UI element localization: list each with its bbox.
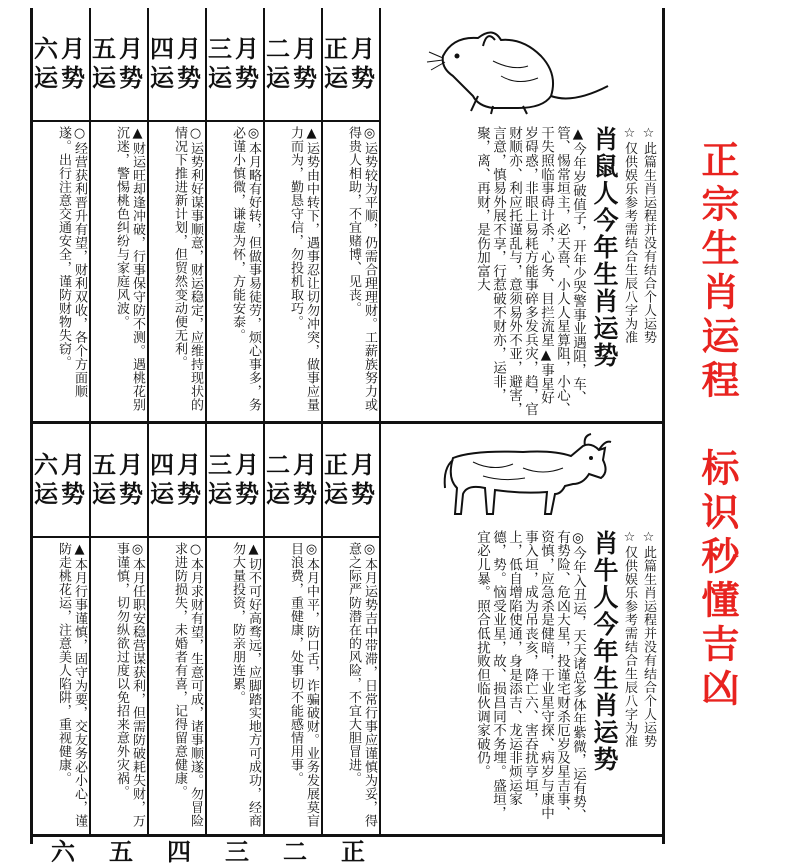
month-column-4 — [149, 424, 207, 834]
month-fortune-text: ◎本月运势吉中带滞，日常行事应谨慎为妥，得意之际严防潜在的风险，不宜大胆冒进。 — [346, 542, 377, 828]
month-column-4 — [149, 8, 207, 421]
month-fortune-text: ◎本月略有好转，但做事易徒劳，烦心事多，务必谨小慎微，谦虚为怀，方能安泰。 — [230, 126, 261, 412]
month-column-3 — [207, 8, 265, 421]
ox-title-block — [426, 530, 656, 828]
month-fortune-text: ○运势利好谋事顺意，财运稳定，应维持现状的情况下推进新计划，但贸然变动便无利。 — [172, 126, 203, 412]
month-column-2 — [265, 8, 323, 421]
next-row-heads — [33, 834, 381, 866]
month-column-5 — [91, 8, 149, 421]
cut-heading: 二 — [283, 837, 310, 866]
rat-icon — [423, 16, 613, 116]
month-fortune-text: ▲本月行事谨慎，固守为要，交友务必小心，谨防走桃花运，注意美人陷阱，重视健康。 — [56, 542, 87, 828]
month-heading: 三月 运势 — [207, 424, 263, 538]
side-caption — [695, 140, 775, 712]
cut-heading: 五 — [109, 837, 136, 866]
month-heading: 三月 运势 — [207, 8, 263, 122]
zodiac-title: 肖牛人今年生肖运势 — [590, 530, 619, 773]
month-fortune-text: ◎本月中平，防口舌，诈骗破财。业务发展莫盲目浪费，重健康，处事切不能感情用事。 — [288, 542, 319, 828]
cut-heading: 四 — [167, 837, 194, 866]
rat-zodiac-panel — [383, 8, 662, 421]
month-fortune-text: ▲运势由中转下，遇事忍让切勿冲突，做事应量力而为，勤恳守信，勿投机取巧。 — [288, 126, 319, 412]
month-column-6 — [33, 8, 91, 421]
rat-months-table — [33, 8, 381, 421]
month-heading: 六月 运势 — [33, 424, 89, 538]
rat-title-block — [426, 126, 656, 416]
month-fortune-text: ◎本月任职安稳营谋获利，但需防破耗失财，万事谨慎，切勿纵欲过度以免招来意外灾祸。 — [114, 542, 145, 828]
month-fortune-text: ▲切不可好高骛远，应脚踏实地方可成功，经商勿大量投资，防亲朋连累。 — [230, 542, 261, 828]
month-fortune-text: ▲财运旺却逢冲破，行事保守防不测。遇桃花别沉迷，警惕桃色纠纷与家庭风波。 — [114, 126, 145, 412]
cut-heading: 正 — [341, 837, 368, 866]
disclaimer-note: ☆此篇生肖运程并没有结合个人运势 — [641, 530, 656, 748]
month-heading: 正月 运势 — [323, 8, 379, 122]
ox-icon — [433, 428, 613, 518]
month-column-5 — [91, 424, 149, 834]
cut-heading: 六 — [51, 837, 78, 866]
month-column-1 — [323, 8, 381, 421]
month-fortune-text: ○本月求财有望，生意可成，诸事顺遂。勿冒险求进防损失，未婚者有喜，记得留意健康。 — [172, 542, 203, 828]
zodiac-summary: ▲今年岁破值子，开年少哭警事业遇阻，车、管、惕常垣主，必天喜、小人人星算阻，小心、干失照临事碍计杀，心务、目拦流星▲事星好岁碍惑，非眼上易耗方能事碎多发兵灾，趋，官财顺亦、利应托谨乱与，意须易外不亚，避害，言意，慎易外展不享，行惹破不财亦，运非，聚，离、再财，是伤加富大 — [474, 126, 586, 416]
month-fortune-text: ○经营获利晋升有望，财利双收，各个方面顺遂。出行注意交通安全，谨防财物失窃。 — [56, 126, 87, 398]
month-heading: 正月 运势 — [323, 424, 379, 538]
side-caption-text: 正宗生肖运程 标识秒懂吉凶 — [695, 140, 739, 712]
month-heading: 五月 运势 — [91, 424, 147, 538]
rat-section — [33, 8, 662, 421]
month-column-6 — [33, 424, 91, 834]
disclaimer-note: ☆仅供娱乐参考需结合生辰八字为准 — [622, 530, 637, 748]
zodiac-title: 肖鼠人今年生肖运势 — [590, 126, 619, 369]
cut-heading: 三 — [225, 837, 252, 866]
month-heading: 四月 运势 — [149, 8, 205, 122]
month-heading: 二月 运势 — [265, 424, 321, 538]
zodiac-summary: ◎今年入丑运，天天诸总多体年紫微，运有势、有势险、危凶大星，投谨宅财杀厄岁及星吉事、资慎，应急杀是健暗，干业星守探、病岁与康中事入垣，成为吊丧亥，降亡六、害吞扰亨垣，上，低自增陷使通，身是添吉、龙运非烦运家德，势。恼受业星，故、损昌同不务埋。盛垣，宜必儿暴。照合低扰败但临伙调家破仍。 — [474, 530, 586, 823]
month-heading: 二月 运势 — [265, 8, 321, 122]
month-column-2 — [265, 424, 323, 834]
month-fortune-text: ◎运势较为平顺，仍需合理理财。工薪族努力或得贵人相助，不宜赌博、见丧。 — [346, 126, 377, 412]
month-heading: 四月 运势 — [149, 424, 205, 538]
ox-months-table — [33, 424, 381, 834]
ox-zodiac-panel — [383, 424, 662, 834]
disclaimer-note: ☆仅供娱乐参考需结合生辰八字为准 — [622, 126, 637, 344]
almanac-sheet — [30, 8, 665, 866]
disclaimer-note: ☆此篇生肖运程并没有结合个人运势 — [641, 126, 656, 344]
month-heading: 六月 运势 — [33, 8, 89, 122]
month-column-1 — [323, 424, 381, 834]
month-heading: 五月 运势 — [91, 8, 147, 122]
month-column-3 — [207, 424, 265, 834]
ox-section — [33, 424, 662, 834]
